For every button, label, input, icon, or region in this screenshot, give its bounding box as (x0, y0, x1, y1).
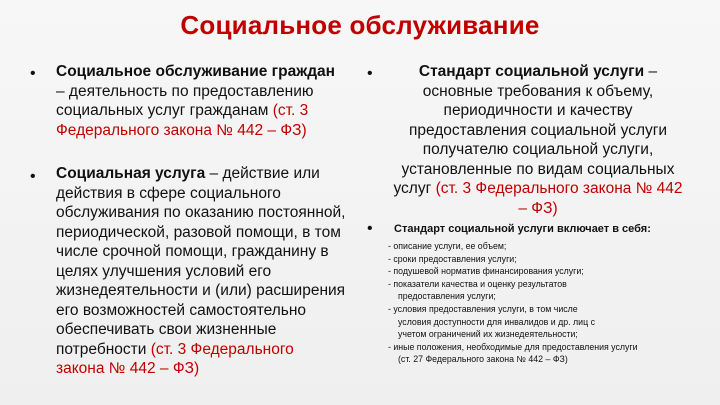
law-reference: (ст. 3 Федерального закона № 442 – ФЗ) (56, 102, 309, 139)
definition-social-service: – деятельность по предоставлению социальных услуг гражданам (56, 82, 314, 119)
term-service-standard: Стандарт социальной услуги (418, 63, 645, 80)
list-item: - показатели качества и оценку результатов (388, 278, 567, 289)
list-item: - описание услуги, ее объем; (388, 241, 507, 251)
law-reference: (ст. 3 Федерального закона № 442 – ФЗ) (56, 340, 294, 377)
list-item: - иные положения, необходимые для предоставления услуги (388, 341, 638, 352)
standard-includes-heading: Стандарт социальной услуги включает в себя: (394, 223, 651, 235)
definition-social-service-item: – действие или действия в сфере социального обслуживания по оказанию постоянной, периодической, разовой помощи, в том числе срочной помощи, гражданину в целях улучшения условий его жизнедеятельности и (или) расширения его возможностей самостоятельно обеспечивать свои жизненные потребности (56, 165, 346, 358)
list-item: - сроки предоставления услуги; (388, 253, 517, 264)
law-reference: (ст. 3 Федерального закона № 442 – ФЗ) (435, 180, 683, 217)
paragraph-social-service-item (56, 164, 346, 379)
definition-service-standard: – основные требования к объему, периодичности и качеству предоставления социальной услуги получателю социальной услуги, установленные по видам социальных услуг (393, 63, 675, 197)
list-item: предоставления услуги; (398, 291, 496, 302)
term-social-service-item: Социальная услуга (56, 165, 206, 182)
standard-includes-list (388, 240, 698, 366)
bullet-right-2: • (367, 220, 373, 237)
list-item: - подушевой норматив финансирования услуги; (388, 266, 584, 277)
page-title: Социальное обслуживание (180, 10, 540, 40)
list-item: - условия предоставления услуги, в том числе (388, 303, 578, 314)
term-social-service: Социальное обслуживание граждан (56, 63, 336, 80)
list-item: учетом ограничений их жизнедеятельности; (398, 329, 578, 340)
law-reference: (ст. 27 Федерального закона № 442 – ФЗ) (398, 354, 568, 365)
paragraph-social-service (56, 62, 346, 140)
bullet-left-2: • (30, 168, 36, 185)
bullet-left-1: • (30, 65, 36, 82)
bullet-right-1: • (367, 65, 373, 82)
paragraph-service-standard (388, 62, 688, 218)
list-item: условия доступности для инвалидов и др. лиц с (398, 316, 595, 327)
